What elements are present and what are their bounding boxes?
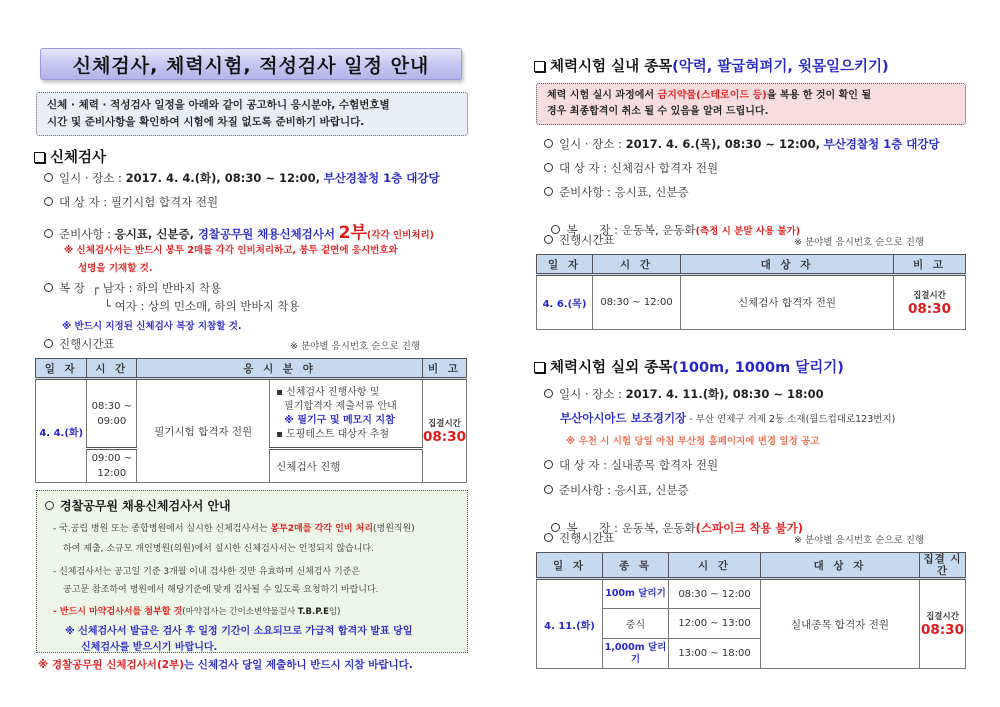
- bullet-circle-icon: [44, 283, 53, 292]
- attire-note: (측정 시 분말 사용 불가): [695, 226, 801, 237]
- text: 임): [328, 607, 341, 617]
- time-cell: 12:00 ~ 13:00: [669, 609, 761, 639]
- schedule-note: ※ 분야별 응시번호 순으로 진행: [794, 237, 925, 248]
- cert-item-3: [53, 604, 340, 617]
- time-cell: 13:00 ~ 18:00: [669, 639, 761, 669]
- event-cell: 중식: [603, 609, 669, 639]
- label: 대 상 자 :: [559, 458, 611, 472]
- date-cell: 4. 6.(목): [537, 275, 593, 330]
- cert-info-box: [36, 490, 468, 653]
- footer-note: [38, 657, 413, 672]
- indoor-prep: [544, 184, 689, 200]
- event-cell: 100m 달리기: [603, 579, 669, 609]
- attire-male: ┌ 남자 : 하의 반바지 착용: [92, 281, 222, 295]
- prep-count: 2부: [338, 223, 367, 243]
- bullet-circle-icon: [544, 235, 553, 244]
- physical-exam-schedule-label: [44, 336, 115, 352]
- datetime-value: 2017. 4. 11.(화), 08:30 ~ 18:00: [625, 387, 824, 401]
- checkbox-square-icon: [534, 362, 545, 373]
- label: 복 장: [59, 281, 85, 295]
- attire-note: (스파이크 착용 불가): [695, 521, 804, 535]
- text-red: ※ 경찰공무원 신체검사서(2부): [38, 659, 184, 671]
- outdoor-target: [544, 457, 718, 473]
- bullet-circle-icon: [45, 501, 54, 510]
- attire-value: 운동복, 운동화: [621, 521, 696, 535]
- gather-label: 집결시간: [428, 419, 461, 429]
- outdoor-venue: [560, 410, 895, 426]
- target-value: 실내종목 합격자 전원: [610, 458, 719, 472]
- cert-item-1: [53, 521, 415, 534]
- datetime-value: 2017. 4. 6.(목), 08:30 ~ 12:00,: [625, 137, 820, 151]
- location-value: 부산경찰청 1층 대강당: [823, 137, 940, 151]
- label: 대 상 자 :: [59, 195, 111, 209]
- detail-line: ▪ 신체검사 진행사항 및: [276, 386, 380, 398]
- cert-info-heading: [45, 497, 231, 514]
- label: 대 상 자 :: [559, 161, 611, 175]
- col-header: 일 자: [537, 553, 603, 579]
- label: 복 장 :: [566, 521, 622, 535]
- date-cell: 4. 11.(화): [537, 579, 603, 669]
- col-header: 일 자: [537, 255, 593, 275]
- target-value: 필기시험 합격자 전원: [110, 195, 219, 209]
- col-header: 비 고: [422, 359, 466, 379]
- bullet-circle-icon: [544, 163, 553, 172]
- attire-female: └ 여자 : 상의 민소매, 하의 반바지 착용: [104, 299, 300, 313]
- cert-item-2b: 공고문 참조하여 병원에서 해당기준에 맞게 검사될 수 있도록 요청하기 바랍니다.: [63, 585, 379, 595]
- schedule-note: ※ 분야별 응시번호 순으로 진행: [794, 535, 925, 546]
- page-title: 신체검사, 체력시험, 적성검사 일정 안내: [40, 48, 462, 80]
- detail-cell: [270, 379, 423, 449]
- intro-line-1: 신체 · 체력 · 적성검사 일정을 아래와 같이 공고하니 응시분야, 수험번호별: [47, 99, 390, 111]
- target-cell: 실내종목 합격자 전원: [761, 579, 920, 669]
- text: (마약검사는 간이소변약물검사: [182, 607, 298, 617]
- gather-label: 집결시간: [926, 612, 959, 622]
- bullet-circle-icon: [544, 485, 553, 494]
- physical-exam-schedule-table: [35, 358, 467, 483]
- gather-cell: [920, 579, 966, 669]
- gather-time: 08:30: [921, 622, 964, 638]
- heading-paren: (악력, 팔굽혀펴기, 윗몸일으키기): [672, 59, 889, 75]
- time-cell: 08:30 ~ 12:00: [593, 275, 681, 330]
- date-cell: 4. 4.(화): [36, 379, 87, 483]
- col-header: 비 고: [894, 255, 966, 275]
- warning-line-1: [547, 88, 955, 104]
- target-cell: 필기시험 합격자 전원: [137, 379, 270, 483]
- prep-paren: (각각 인비처리): [366, 230, 434, 241]
- col-header: 시 간: [87, 359, 137, 379]
- label: 일시 · 장소 :: [559, 137, 626, 151]
- text-red: 금지약물(스테로이드 등): [657, 90, 767, 101]
- checkbox-square-icon: [34, 152, 45, 163]
- gather-label: 집결시간: [913, 290, 946, 301]
- indoor-fitness-heading: [534, 55, 889, 76]
- schedule-note: ※ 분야별 응시번호 순으로 진행: [290, 341, 421, 352]
- text-red: 봉투2매를 각각 인비 처리: [270, 524, 374, 534]
- checkbox-square-icon: [534, 61, 545, 72]
- cert-note-b: 신체검사를 받으시기 바랍니다.: [81, 642, 218, 653]
- physical-exam-prep: [44, 218, 434, 243]
- heading-text: 신체검사: [50, 150, 107, 166]
- datetime-value: 2017. 4. 4.(화), 08:30 ~ 12:00,: [125, 171, 320, 185]
- target-value: 신체검사 합격자 전원: [610, 161, 719, 175]
- prep-value: 응시표, 신분증: [614, 483, 689, 497]
- heading-text: 경찰공무원 채용신체검사서 안내: [60, 499, 231, 513]
- col-header: 시 간: [593, 255, 681, 275]
- label: 준비사항 :: [59, 227, 115, 241]
- indoor-target: [544, 160, 718, 176]
- gather-cell: [422, 379, 466, 483]
- col-header: 집결 시간: [920, 553, 966, 579]
- text: 을 복용 한 것이 확인 될: [766, 90, 872, 101]
- label: 일시 · 장소 :: [59, 171, 126, 185]
- heading-paren: (100m, 1000m 달리기): [672, 360, 844, 376]
- bullet-circle-icon: [44, 173, 53, 182]
- outdoor-fitness-heading: [534, 356, 844, 377]
- bullet-circle-icon: [544, 460, 553, 469]
- gather-cell: [894, 275, 966, 330]
- target-cell: 신체검사 합격자 전원: [681, 275, 894, 330]
- location-value: 부산경찰청 1층 대강당: [323, 171, 440, 185]
- time-cell: 09:00 ~ 12:00: [87, 449, 137, 483]
- bullet-circle-icon: [544, 187, 553, 196]
- venue-name: 부산아시아드 보조경기장: [560, 411, 687, 425]
- text-bold: T.B.P.E: [297, 607, 329, 617]
- time-cell: 08:30 ~ 09:00: [87, 379, 137, 449]
- time-cell: 08:30 ~ 12:00: [669, 579, 761, 609]
- col-header: 일 자: [36, 359, 87, 379]
- venue-detail: - 부산 연제구 거제 2동 소재(월드컵대로123번지): [686, 414, 896, 425]
- outdoor-prep: [544, 482, 689, 498]
- text: 체력 시험 실시 과정에서: [547, 90, 658, 101]
- cert-note-a: ※ 신체검사서 발급은 검사 후 일정 기간이 소요되므로 가급적 합격자 발표 당일: [65, 626, 413, 637]
- indoor-schedule-table: [536, 254, 966, 330]
- label: 일시 · 장소 :: [559, 387, 626, 401]
- detail-line: ▪ 도핑테스트 대상자 추첨: [276, 428, 390, 440]
- text-red: - 반드시 마약검사서를 첨부할 것: [53, 607, 183, 617]
- label: 준비사항 :: [559, 185, 615, 199]
- rain-note: ※ 우천 시 시험 당일 아침 부산청 홈페이지에 변경 일정 공고: [566, 436, 820, 447]
- warning-line-2: 경우 최종합격이 취소 될 수 있음을 알려 드립니다.: [547, 106, 769, 117]
- detail-line: ※ 필기구 및 메모지 지참: [284, 414, 395, 426]
- bullet-circle-icon: [544, 389, 553, 398]
- detail-cell: 신체검사 진행: [270, 449, 423, 483]
- physical-exam-heading: [34, 146, 106, 167]
- label: 복 장 :: [566, 223, 622, 237]
- intro-notice: [36, 92, 468, 136]
- physical-exam-note-2: 성명을 기재할 것.: [78, 263, 153, 274]
- label: 진행시간표: [559, 531, 615, 545]
- physical-exam-attire: [44, 280, 221, 296]
- outdoor-datetime: [544, 386, 824, 402]
- intro-line-2: 시간 및 준비사항을 확인하여 시험에 차질 없도록 준비하기 바랍니다.: [47, 116, 365, 128]
- bullet-circle-icon: [544, 139, 553, 148]
- cert-item-1b: 하여 제출, 소규모 개인병원(의원)에서 실시한 신체검사서는 인정되지 않습니다.: [63, 544, 374, 554]
- heading-text: 체력시험 실내 종목: [550, 59, 673, 75]
- prep-items: 응시표, 신분증,: [114, 227, 195, 241]
- bullet-circle-icon: [44, 197, 53, 206]
- indoor-datetime: [544, 136, 940, 152]
- gather-time: 08:30: [422, 429, 466, 445]
- physical-exam-target: [44, 194, 218, 210]
- bullet-circle-icon: [44, 229, 53, 238]
- attire-value: 운동복, 운동화: [621, 223, 696, 237]
- event-cell: 1,000m 달리기: [603, 639, 669, 669]
- heading-text: 체력시험 실외 종목: [550, 360, 673, 376]
- attire-note: ※ 반드시 지정된 신체검사 복장 지참할 것.: [62, 321, 242, 332]
- bullet-circle-icon: [44, 339, 53, 348]
- text: (병원직원): [373, 524, 415, 534]
- col-header: 응 시 분 야: [137, 359, 423, 379]
- cert-item-2: - 신체검사서는 공고일 기준 3개월 이내 검사한 것만 유효하며 신체검사 기준은: [53, 567, 361, 577]
- outdoor-schedule-label: [544, 530, 615, 546]
- text-blue: 는 신체검사 당일 제출하니 반드시 지참 바랍니다.: [184, 659, 413, 671]
- physical-exam-datetime: [44, 170, 440, 186]
- col-header: 시 간: [669, 553, 761, 579]
- col-header: 종 목: [603, 553, 669, 579]
- gather-time: 08:30: [908, 300, 951, 317]
- col-header: 대 상 자: [761, 553, 920, 579]
- label: 준비사항 :: [559, 483, 615, 497]
- physical-exam-note-1: ※ 신체검사서는 반드시 봉투 2매를 각각 인비처리하고, 봉투 겉면에 응시번호와: [64, 245, 398, 256]
- col-header: 대 상 자: [681, 255, 894, 275]
- bullet-circle-icon: [544, 533, 553, 542]
- prep-doc: 경찰공무원 채용신체검사서: [197, 227, 335, 241]
- prep-value: 응시표, 신분증: [614, 185, 689, 199]
- text: - 국.공립 병원 또는 종합병원에서 실시한 신체검사서는: [53, 524, 271, 534]
- outdoor-schedule-table: [536, 552, 966, 669]
- detail-line: 필기합격자 제출서류 안내: [284, 400, 397, 412]
- label: 진행시간표: [59, 337, 115, 351]
- label: 진행시간표: [559, 233, 615, 247]
- indoor-schedule-label: [544, 232, 615, 248]
- doping-warning: [536, 83, 966, 125]
